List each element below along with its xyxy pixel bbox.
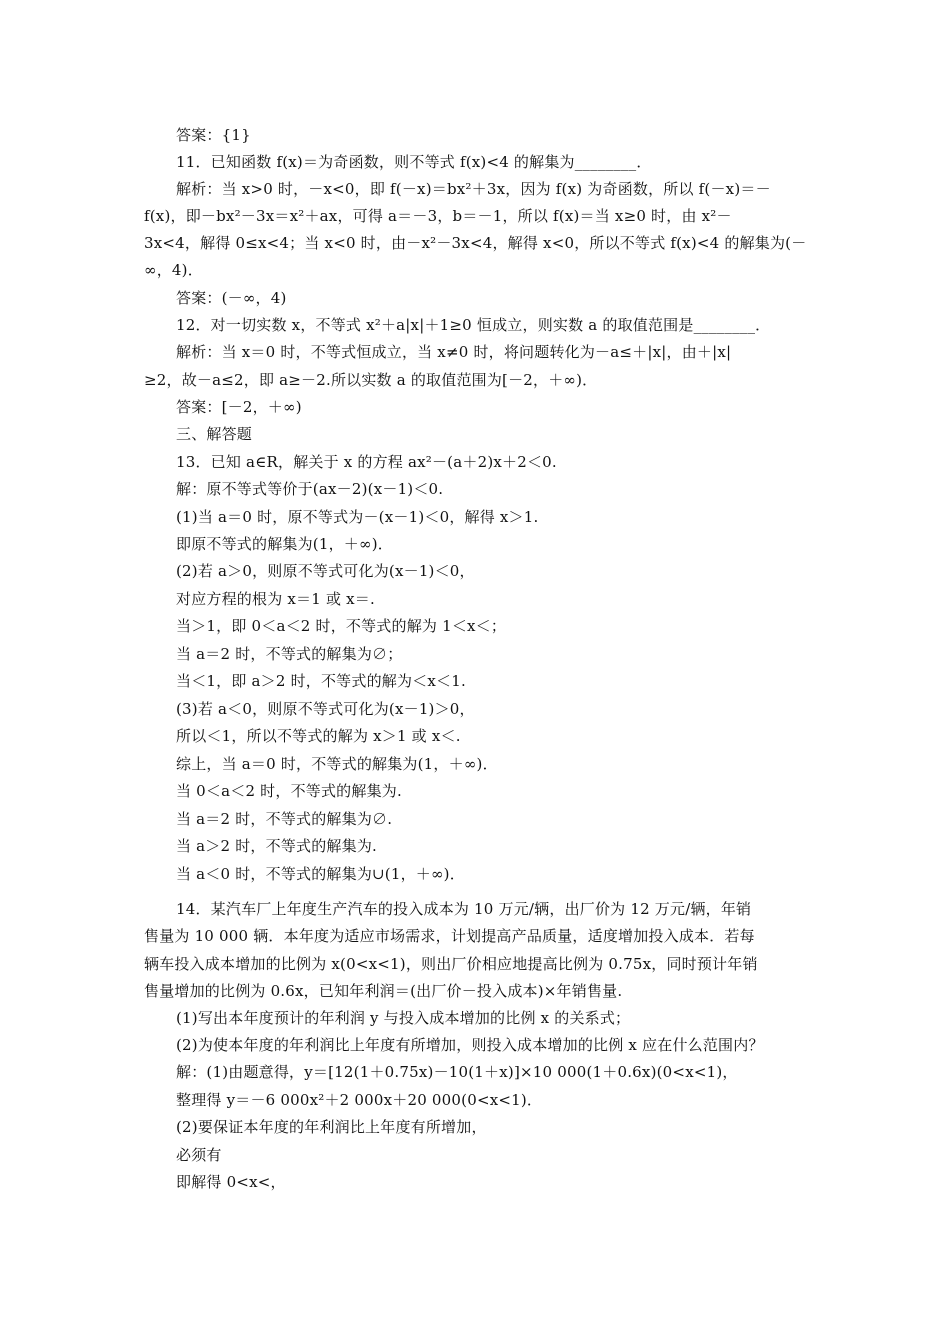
- summary-13-line-1: 综上，当 a＝0 时，不等式的解集为(1，＋∞)．: [176, 755, 498, 773]
- solution-14-line-5: 即解得 0<x<，: [176, 1173, 286, 1191]
- summary-13-line-4: 当 a＞2 时，不等式的解集为.: [176, 837, 377, 855]
- question-12: 12．对一切实数 x，不等式 x²＋a|x|＋1≥0 恒成立，则实数 a 的取值范围是________．: [176, 316, 771, 334]
- solution-14-line-3: (2)要保证本年度的年利润比上年度有所增加，: [176, 1118, 487, 1136]
- answer-11: 答案：(－∞，4): [176, 289, 287, 307]
- question-13: 13．已知 a∈R，解关于 x 的方程 ax²－(a＋2)x＋2＜0.: [176, 453, 557, 471]
- question-14-line-3: 辆车投入成本增加的比例为 x(0<x<1)，则出厂价相应地提高比例为 0.75x，同时预计年销: [144, 955, 758, 973]
- solution-13-line-8: 当＜1，即 a＞2 时，不等式的解为＜x＜1.: [176, 672, 466, 690]
- question-14-line-2: 售量为 10 000 辆．本年度为适应市场需求，计划提高产品质量，适度增加投入成本．若每: [144, 927, 755, 945]
- analysis-11-line-2: f(x)，即－bx²－3x＝x²＋ax，可得 a＝－3，b＝－1，所以 f(x)＝当 x≥0 时，由 x²－: [144, 207, 732, 225]
- analysis-11-line-1: 解析：当 x>0 时，－x<0，即 f(－x)＝bx²＋3x，因为 f(x) 为奇函数，所以 f(－x)＝－: [176, 180, 771, 198]
- solution-13-line-5: 对应方程的根为 x＝1 或 x＝.: [176, 590, 375, 608]
- analysis-12-line-1: 解析：当 x＝0 时，不等式恒成立，当 x≠0 时，将问题转化为－a≤＋|x|，由＋|x|: [176, 343, 732, 361]
- summary-13-line-3: 当 a＝2 时，不等式的解集为∅.: [176, 810, 393, 828]
- solution-13-line-3: 即原不等式的解集为(1，＋∞)．: [176, 535, 393, 553]
- solution-14-line-1: 解：(1)由题意得，y＝[12(1＋0.75x)－10(1＋x)]×10 000(1＋0.6x)(0<x<1)，: [176, 1063, 738, 1081]
- question-14-part-2: (2)为使本年度的年利润比上年度有所增加，则投入成本增加的比例 x 应在什么范围内？: [176, 1036, 764, 1054]
- solution-13-line-2: (1)当 a＝0 时，原不等式为－(x－1)＜0，解得 x＞1.: [176, 508, 539, 526]
- answer-10: 答案：{1}: [176, 126, 251, 144]
- solution-13-line-9: (3)若 a＜0，则原不等式可化为(x－1)＞0，: [176, 700, 475, 718]
- solution-14-line-4: 必须有: [176, 1146, 222, 1164]
- analysis-11-line-4: ∞，4)．: [144, 261, 203, 279]
- solution-13-line-7: 当 a＝2 时，不等式的解集为∅；: [176, 645, 403, 663]
- analysis-12-line-2: ≥2，故－a≤2，即 a≥－2.所以实数 a 的取值范围为[－2，＋∞)．: [144, 371, 598, 389]
- summary-13-line-5: 当 a＜0 时，不等式的解集为∪(1，＋∞)．: [176, 865, 465, 883]
- answer-12: 答案：[－2，＋∞): [176, 398, 302, 416]
- solution-13-line-4: (2)若 a＞0，则原不等式可化为(x－1)＜0，: [176, 562, 475, 580]
- solution-13-line-1: 解：原不等式等价于(ax－2)(x－1)＜0.: [176, 480, 444, 498]
- analysis-11-line-3: 3x<4，解得 0≤x<4；当 x<0 时，由－x²－3x<4，解得 x<0，所以不等式 f(x)<4 的解集为(－: [144, 234, 807, 252]
- section-heading: 三、解答题: [176, 425, 253, 443]
- solution-13-line-10: 所以＜1，所以不等式的解为 x＞1 或 x＜.: [176, 727, 461, 745]
- question-11: 11．已知函数 f(x)＝为奇函数，则不等式 f(x)<4 的解集为________．: [176, 153, 652, 171]
- solution-13-line-6: 当＞1，即 0＜a＜2 时，不等式的解为 1＜x＜；: [176, 617, 507, 635]
- question-14-line-1: 14．某汽车厂上年度生产汽车的投入成本为 10 万元/辆，出厂价为 12 万元/辆，年销: [176, 900, 752, 918]
- question-14-part-1: (1)写出本年度预计的年利润 y 与投入成本增加的比例 x 的关系式；: [176, 1009, 631, 1027]
- solution-14-line-2: 整理得 y＝－6 000x²＋2 000x＋20 000(0<x<1)．: [176, 1091, 543, 1109]
- question-14-line-4: 售量增加的比例为 0.6x，已知年利润＝(出厂价－投入成本)×年销售量.: [144, 982, 623, 1000]
- summary-13-line-2: 当 0＜a＜2 时，不等式的解集为.: [176, 782, 402, 800]
